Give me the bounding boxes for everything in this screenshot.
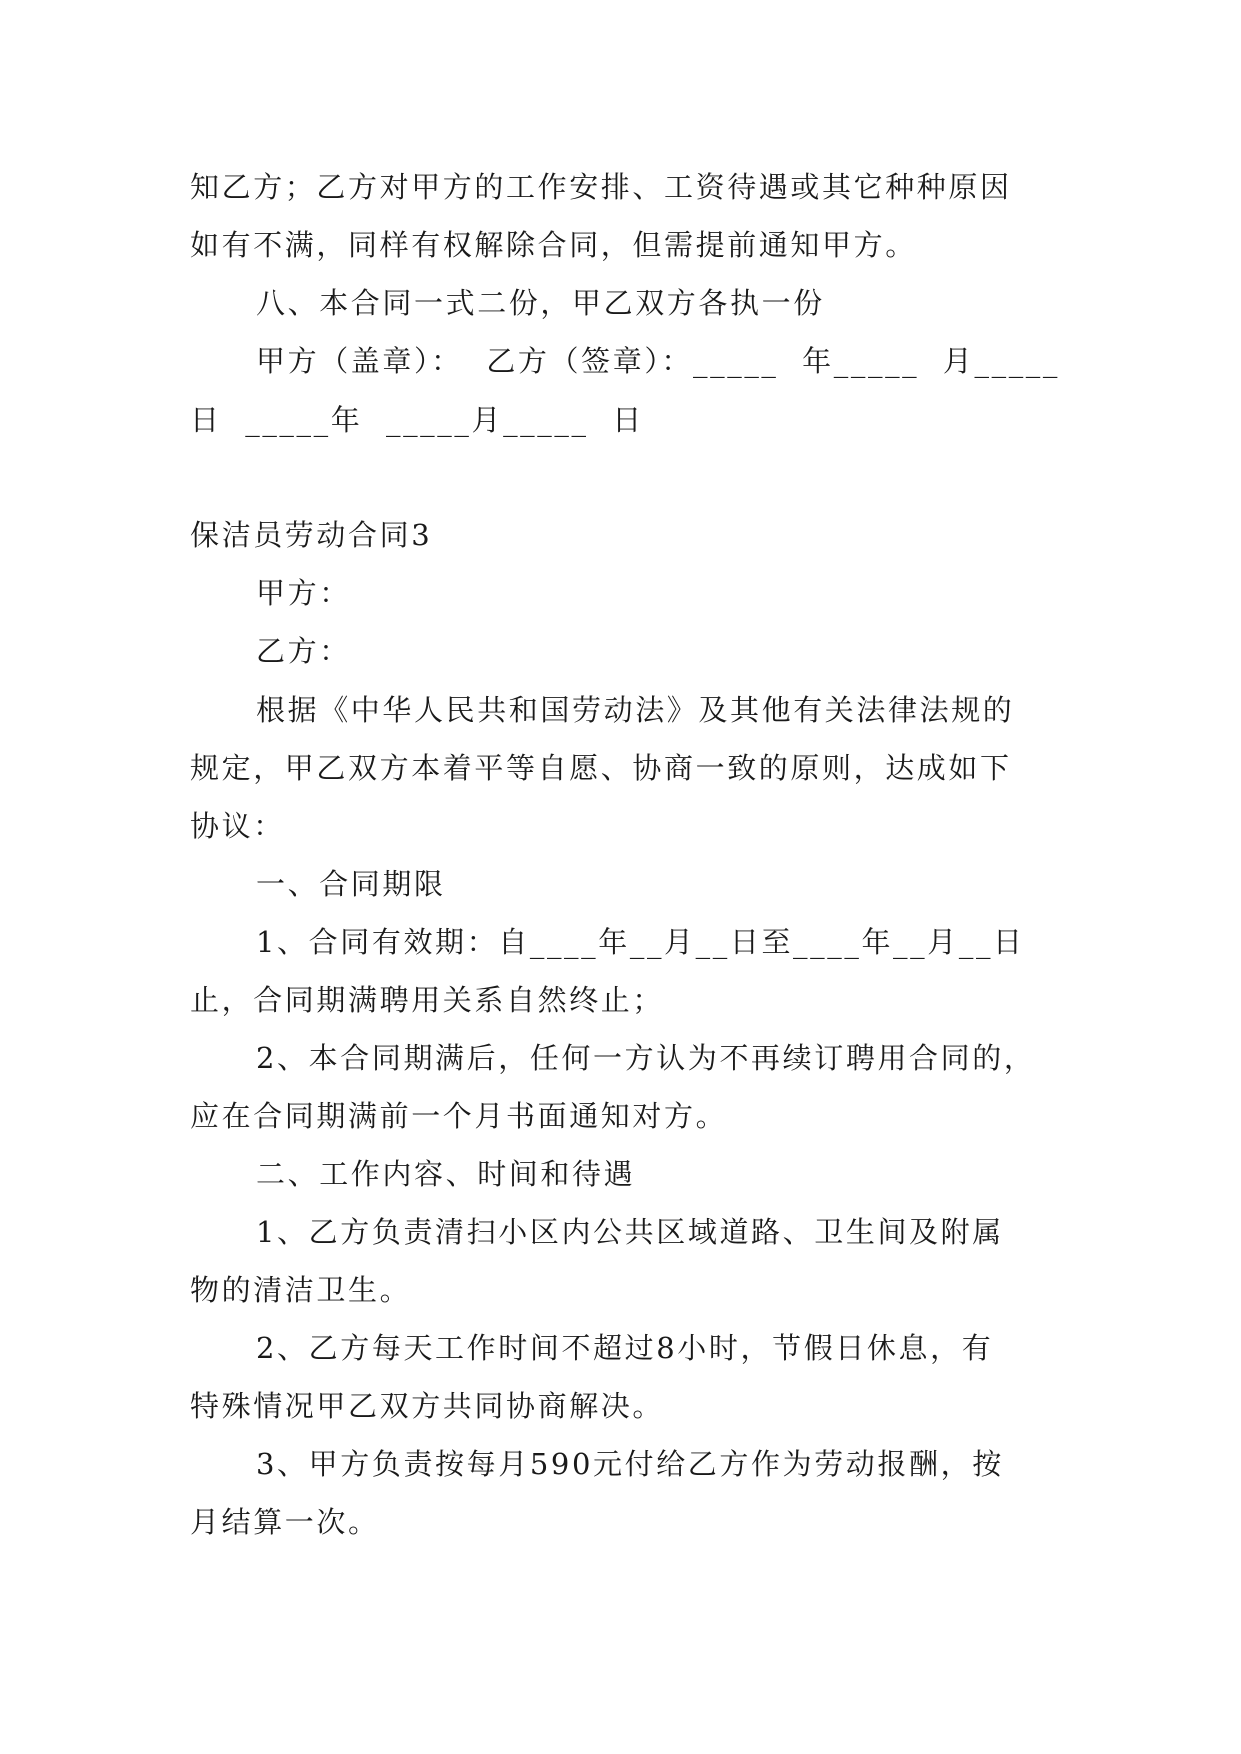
text-line: 1、合同有效期：自____年__月__日至____年__月__日: [256, 925, 1025, 959]
text-line: 八、本合同一式二份，甲乙双方各执一份: [256, 286, 825, 320]
text-line: 2、乙方每天工作时间不超过8小时，节假日休息，有: [256, 1331, 994, 1365]
party-a-line: 甲方：: [256, 576, 351, 610]
text-line: 月结算一次。: [190, 1505, 380, 1539]
text-line: 协议：: [190, 809, 285, 843]
clause-heading: 二、工作内容、时间和待遇: [256, 1157, 636, 1191]
clause-heading: 一、合同期限: [256, 867, 446, 901]
text-line: 物的清洁卫生。: [190, 1273, 412, 1307]
text-line: 1、乙方负责清扫小区内公共区域道路、卫生间及附属: [256, 1215, 1004, 1249]
signature-line: 甲方（盖章）： 乙方（签章）：_____ 年_____ 月_____: [256, 344, 1061, 378]
text-line: 知乙方；乙方对甲方的工作安排、工资待遇或其它种种原因: [190, 170, 1012, 204]
text-line: 如有不满，同样有权解除合同，但需提前通知甲方。: [190, 228, 917, 262]
text-line: 应在合同期满前一个月书面通知对方。: [190, 1099, 728, 1133]
text-line: 根据《中华人民共和国劳动法》及其他有关法律法规的: [256, 693, 1015, 727]
date-line: 日 _____年 _____月_____ 日: [190, 403, 644, 437]
text-line: 规定，甲乙双方本着平等自愿、协商一致的原则，达成如下: [190, 751, 1012, 785]
text-line: 特殊情况甲乙双方共同协商解决。: [190, 1389, 665, 1423]
section-title: 保洁员劳动合同3: [190, 518, 433, 552]
text-line: 止，合同期满聘用关系自然终止；: [190, 983, 665, 1017]
text-line: 2、本合同期满后，任何一方认为不再续订聘用合同的，: [256, 1041, 1036, 1075]
party-b-line: 乙方：: [256, 634, 351, 668]
text-line: 3、甲方负责按每月590元付给乙方作为劳动报酬，按: [256, 1447, 1004, 1481]
